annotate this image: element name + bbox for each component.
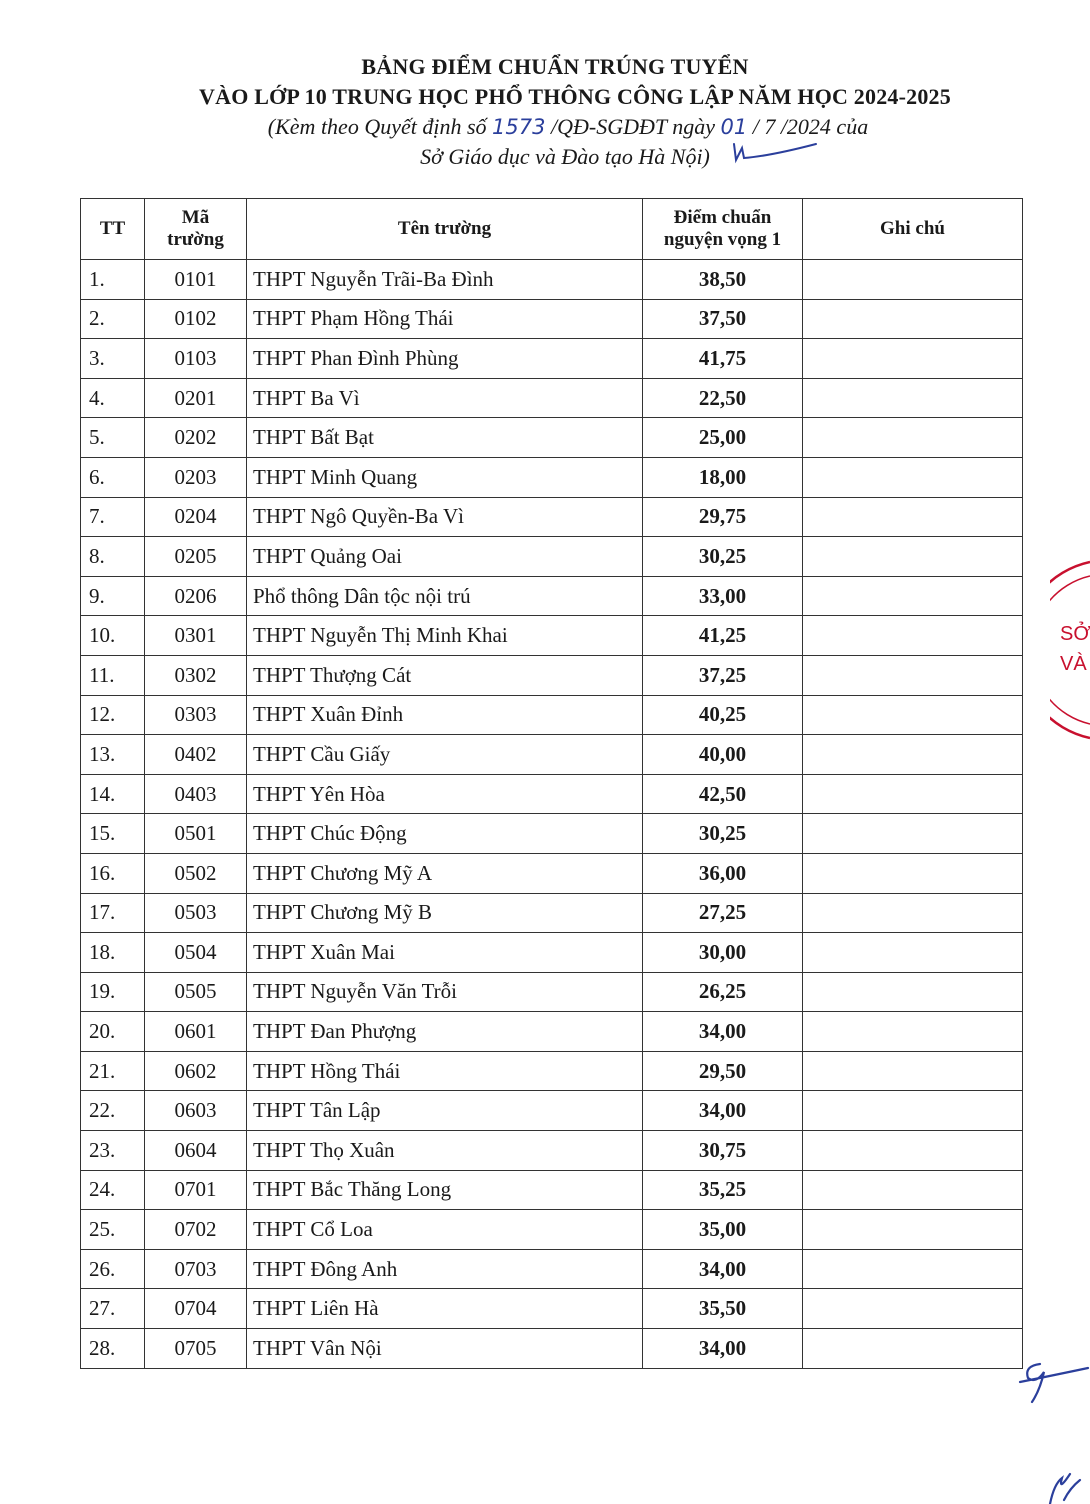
school-code: 0202 [145,418,247,458]
cutoff-score: 34,00 [643,1329,803,1369]
school-name: THPT Vân Nội [247,1329,643,1369]
note-cell [803,774,1023,814]
table-row [81,1249,1023,1289]
cutoff-score: 35,25 [643,1170,803,1210]
school-name: THPT Yên Hòa [247,774,643,814]
row-tt: 12. [81,695,145,735]
note-cell [803,1249,1023,1289]
cutoff-score: 40,25 [643,695,803,735]
cutoff-score: 30,00 [643,933,803,973]
cutoff-score: 34,00 [643,1012,803,1052]
table-row [81,655,1023,695]
row-tt: 22. [81,1091,145,1131]
row-tt: 1. [81,260,145,300]
note-cell [803,814,1023,854]
issuer-line: Sở Giáo dục và Đào tạo Hà Nội) [420,144,710,169]
note-cell [803,616,1023,656]
admission-score-table [80,198,1023,1369]
table-row [81,537,1023,577]
school-name: THPT Phạm Hồng Thái [247,299,643,339]
cutoff-score: 18,00 [643,457,803,497]
decision-suffix: / 7 /2024 của [747,114,869,139]
header-score-line-2: nguyện vọng 1 [663,229,782,250]
school-code: 0703 [145,1249,247,1289]
table-row [81,1051,1023,1091]
school-code: 0705 [145,1329,247,1369]
decision-prefix: (Kèm theo Quyết định số [267,114,493,139]
decision-middle: /QĐ-SGDĐT ngày [545,114,721,139]
cutoff-score: 42,50 [643,774,803,814]
note-cell [803,853,1023,893]
school-name: THPT Thọ Xuân [247,1131,643,1171]
row-tt: 21. [81,1051,145,1091]
school-name: THPT Nguyễn Văn Trỗi [247,972,643,1012]
row-tt: 25. [81,1210,145,1250]
table-row [81,576,1023,616]
school-code: 0102 [145,299,247,339]
note-cell [803,735,1023,775]
note-cell [803,260,1023,300]
school-name: THPT Ngô Quyền-Ba Vì [247,497,643,537]
school-name: THPT Phan Đình Phùng [247,339,643,379]
handwritten-initial-mark [730,138,820,168]
row-tt: 2. [81,299,145,339]
table-row [81,1012,1023,1052]
school-code: 0502 [145,853,247,893]
table-row [81,418,1023,458]
row-tt: 14. [81,774,145,814]
header-code-line-1: Mã [181,207,210,228]
note-cell [803,339,1023,379]
decision-number: 1573 [492,115,546,139]
title-line-1: BẢNG ĐIỂM CHUẨN TRÚNG TUYỂN [361,54,749,79]
row-tt: 10. [81,616,145,656]
note-cell [803,1012,1023,1052]
school-name: THPT Đông Anh [247,1249,643,1289]
cutoff-score: 41,75 [643,339,803,379]
row-tt: 6. [81,457,145,497]
school-name: THPT Bắc Thăng Long [247,1170,643,1210]
red-seal-stamp [1050,560,1090,740]
note-cell [803,1170,1023,1210]
row-tt: 27. [81,1289,145,1329]
row-tt: 11. [81,655,145,695]
cutoff-score: 30,25 [643,537,803,577]
cutoff-score: 37,25 [643,655,803,695]
school-name: THPT Bất Bạt [247,418,643,458]
table-row [81,735,1023,775]
table-row [81,339,1023,379]
header-score-line-1: Điểm chuẩn [673,207,772,228]
note-cell [803,457,1023,497]
row-tt: 28. [81,1329,145,1369]
note-cell [803,1289,1023,1329]
row-tt: 3. [81,339,145,379]
school-code: 0302 [145,655,247,695]
school-code: 0702 [145,1210,247,1250]
cutoff-score: 36,00 [643,853,803,893]
school-code: 0603 [145,1091,247,1131]
row-tt: 24. [81,1170,145,1210]
table-row [81,814,1023,854]
note-cell [803,537,1023,577]
school-name: THPT Hồng Thái [247,1051,643,1091]
cutoff-score: 27,25 [643,893,803,933]
table-row [81,299,1023,339]
row-tt: 23. [81,1131,145,1171]
cutoff-score: 29,50 [643,1051,803,1091]
school-code: 0205 [145,537,247,577]
cutoff-score: 25,00 [643,418,803,458]
table-row [81,1170,1023,1210]
table-row [81,853,1023,893]
note-cell [803,1329,1023,1369]
cutoff-score: 34,00 [643,1091,803,1131]
handwritten-corner-mark [1040,1470,1090,1504]
school-name: THPT Thượng Cát [247,655,643,695]
school-name: THPT Nguyễn Trãi-Ba Đình [247,260,643,300]
cutoff-score: 38,50 [643,260,803,300]
row-tt: 18. [81,933,145,973]
note-cell [803,1051,1023,1091]
table-row [81,893,1023,933]
note-cell [803,418,1023,458]
school-name: THPT Xuân Mai [247,933,643,973]
stamp-fragment-2: VÀ [1060,653,1087,675]
table-row [81,497,1023,537]
school-code: 0604 [145,1131,247,1171]
school-name: THPT Tân Lập [247,1091,643,1131]
row-tt: 4. [81,378,145,418]
school-code: 0505 [145,972,247,1012]
school-code: 0203 [145,457,247,497]
note-cell [803,695,1023,735]
table-row [81,933,1023,973]
school-code: 0101 [145,260,247,300]
document-header [0,52,1090,172]
row-tt: 8. [81,537,145,577]
cutoff-score: 34,00 [643,1249,803,1289]
note-cell [803,933,1023,973]
header-score [643,199,803,260]
note-cell [803,1131,1023,1171]
school-name: Phổ thông Dân tộc nội trú [247,576,643,616]
note-cell [803,299,1023,339]
header-code [145,199,247,260]
stamp-fragment-1: SỞ [1060,623,1090,645]
table-body [81,260,1023,1369]
row-tt: 5. [81,418,145,458]
cutoff-score: 35,50 [643,1289,803,1329]
row-tt: 26. [81,1249,145,1289]
row-tt: 19. [81,972,145,1012]
table-row [81,1329,1023,1369]
note-cell [803,378,1023,418]
school-code: 0701 [145,1170,247,1210]
row-tt: 7. [81,497,145,537]
school-name: THPT Chương Mỹ B [247,893,643,933]
school-name: THPT Nguyễn Thị Minh Khai [247,616,643,656]
note-cell [803,655,1023,695]
cutoff-score: 22,50 [643,378,803,418]
note-cell [803,1210,1023,1250]
school-name: THPT Quảng Oai [247,537,643,577]
header-name: Tên trường [247,199,643,260]
table-row [81,972,1023,1012]
header-tt: TT [81,199,145,260]
school-name: THPT Liên Hà [247,1289,643,1329]
cutoff-score: 26,25 [643,972,803,1012]
school-code: 0602 [145,1051,247,1091]
table-row [81,1131,1023,1171]
school-code: 0206 [145,576,247,616]
handwritten-signature-mark [1010,1350,1090,1410]
school-code: 0704 [145,1289,247,1329]
school-name: THPT Ba Vì [247,378,643,418]
school-name: THPT Minh Quang [247,457,643,497]
school-name: THPT Cầu Giấy [247,735,643,775]
table-row [81,457,1023,497]
table-row [81,1289,1023,1329]
table-row [81,695,1023,735]
cutoff-score: 37,50 [643,299,803,339]
cutoff-score: 30,75 [643,1131,803,1171]
table-row [81,260,1023,300]
school-code: 0402 [145,735,247,775]
row-tt: 9. [81,576,145,616]
school-code: 0303 [145,695,247,735]
note-cell [803,972,1023,1012]
school-code: 0504 [145,933,247,973]
school-code: 0601 [145,1012,247,1052]
table-row [81,378,1023,418]
table-header-row [81,199,1023,260]
cutoff-score: 29,75 [643,497,803,537]
row-tt: 13. [81,735,145,775]
cutoff-score: 30,25 [643,814,803,854]
note-cell [803,497,1023,537]
school-name: THPT Xuân Đỉnh [247,695,643,735]
school-name: THPT Chúc Động [247,814,643,854]
school-code: 0503 [145,893,247,933]
school-code: 0204 [145,497,247,537]
row-tt: 20. [81,1012,145,1052]
decision-reference [46,112,1090,142]
school-code: 0403 [145,774,247,814]
cutoff-score: 33,00 [643,576,803,616]
note-cell [803,576,1023,616]
table-row [81,616,1023,656]
header-note: Ghi chú [803,199,1023,260]
school-code: 0501 [145,814,247,854]
cutoff-score: 35,00 [643,1210,803,1250]
title-line-2: VÀO LỚP 10 TRUNG HỌC PHỔ THÔNG CÔNG LẬP NĂM HỌC 2024-2025 [199,84,951,109]
row-tt: 15. [81,814,145,854]
school-name: THPT Chương Mỹ A [247,853,643,893]
row-tt: 17. [81,893,145,933]
note-cell [803,1091,1023,1131]
school-code: 0201 [145,378,247,418]
table-row [81,1210,1023,1250]
cutoff-score: 41,25 [643,616,803,656]
header-code-line-2: trường [167,229,224,250]
row-tt: 16. [81,853,145,893]
note-cell [803,893,1023,933]
school-code: 0301 [145,616,247,656]
cutoff-score: 40,00 [643,735,803,775]
table-row [81,774,1023,814]
school-code: 0103 [145,339,247,379]
school-name: THPT Cổ Loa [247,1210,643,1250]
school-name: THPT Đan Phượng [247,1012,643,1052]
table-row [81,1091,1023,1131]
decision-day: 01 [720,115,748,139]
